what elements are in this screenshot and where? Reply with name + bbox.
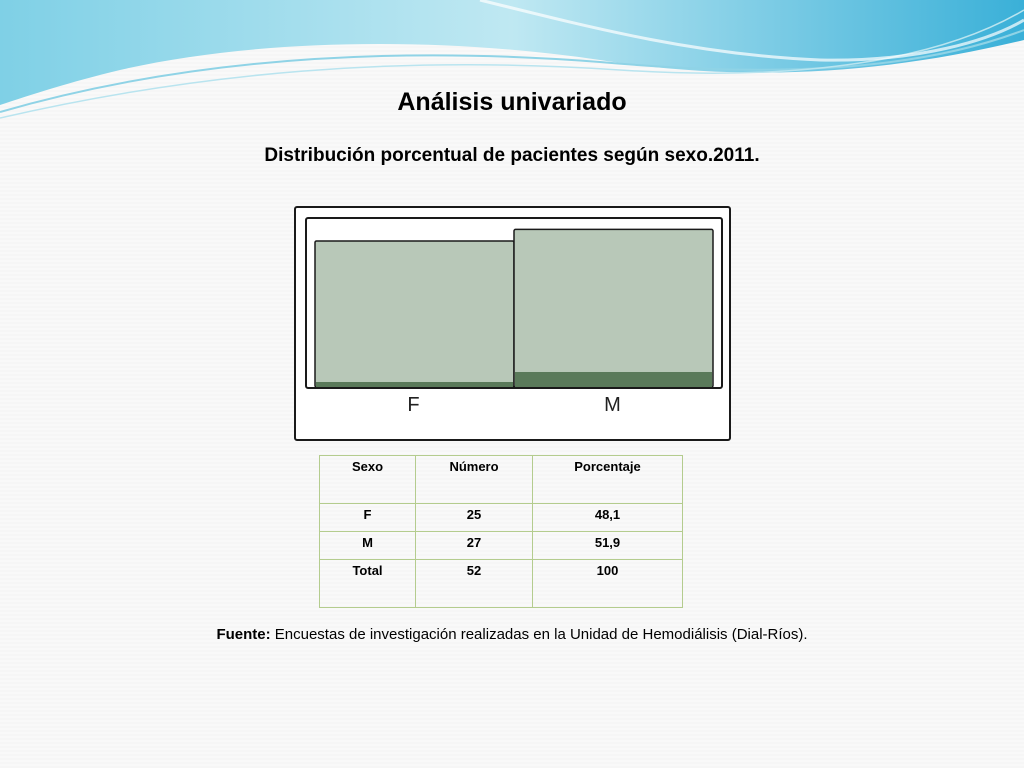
table-cell: 100	[533, 560, 683, 608]
chart-subtitle: Distribución porcentual de pacientes según sexo.2011.	[264, 145, 760, 166]
table-cell: 27	[416, 532, 533, 560]
x-tick-label: F	[407, 394, 420, 416]
table-header-cell: Número	[416, 456, 533, 504]
table-header-cell: Sexo	[320, 456, 416, 504]
source-label: Fuente:	[216, 626, 271, 643]
table-cell: 25	[416, 504, 533, 532]
table-row	[320, 504, 683, 532]
source-text: Encuestas de investigación realizadas en la Unidad de Hemodiálisis (Dial-Ríos).	[270, 626, 808, 643]
table-cell: M	[320, 532, 416, 560]
bar-f	[315, 241, 514, 387]
bar-m	[514, 229, 713, 387]
bar-chart-svg	[294, 206, 731, 441]
data-table	[319, 455, 683, 608]
table-header-cell: Porcentaje	[533, 456, 683, 504]
bar-base-m	[515, 372, 712, 387]
table-header-row	[320, 456, 683, 504]
bar-chart	[294, 206, 731, 441]
source-note	[0, 626, 1024, 643]
x-tick-label: M	[604, 394, 621, 416]
table-cell: F	[320, 504, 416, 532]
table-row	[320, 532, 683, 560]
table-cell: 52	[416, 560, 533, 608]
bar-base-f	[316, 382, 513, 387]
table-cell: 51,9	[533, 532, 683, 560]
table-cell: Total	[320, 560, 416, 608]
table-row	[320, 560, 683, 608]
table-cell: 48,1	[533, 504, 683, 532]
page-title: Análisis univariado	[397, 88, 627, 116]
